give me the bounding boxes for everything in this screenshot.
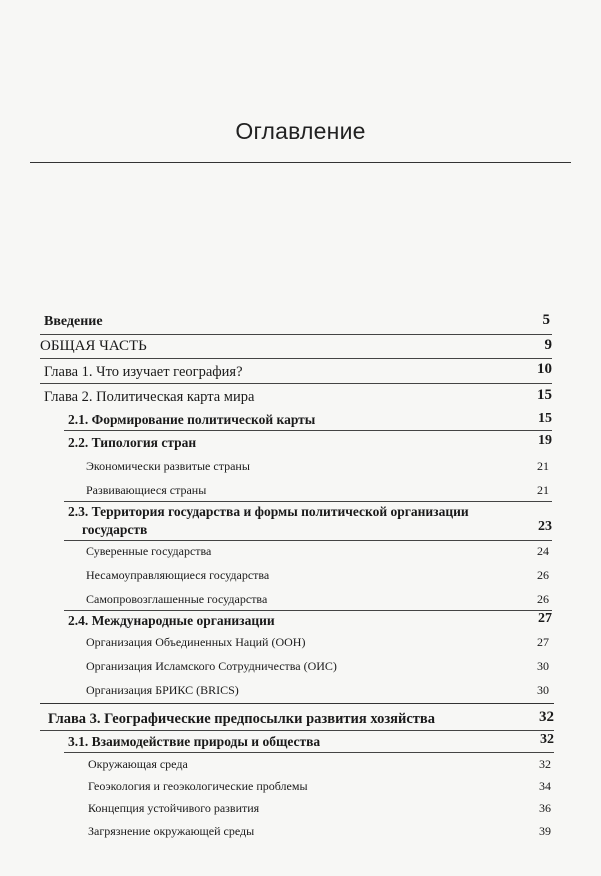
toc-entry-title: Глава 1. Что изучает география?: [44, 364, 243, 380]
toc-entry-title: Несамоуправляющиеся государства: [86, 568, 270, 582]
toc-entry-title: Введение: [44, 314, 103, 329]
toc-entry-page: 9: [544, 337, 552, 353]
toc-entry-sovereign-states[interactable]: [86, 542, 549, 560]
toc-entry-title: 2.3. Территория государства и формы политической организации: [68, 504, 469, 519]
toc-entry-page: 30: [537, 683, 549, 697]
toc-entry-pollution[interactable]: [88, 822, 551, 840]
toc-divider: [64, 501, 552, 502]
toc-entry-page: 5: [542, 312, 550, 328]
toc-entry-title: Геоэкология и геоэкологические проблемы: [88, 779, 308, 793]
toc-entry-environment[interactable]: [88, 755, 551, 773]
toc-entry-page: 15: [538, 411, 552, 426]
toc-entry-title: Самопровозглашенные государства: [86, 592, 268, 606]
toc-entry-title-continuation: государств: [82, 522, 148, 537]
toc-entry-page: 32: [540, 732, 554, 747]
page-title: Оглавление: [235, 118, 366, 144]
toc-entry-brics[interactable]: [86, 681, 549, 699]
toc-entry-page: 21: [537, 459, 549, 473]
toc-entry-page: 27: [538, 611, 552, 626]
toc-divider: [40, 703, 554, 704]
toc-divider: [40, 358, 552, 359]
toc-entry-page: 26: [537, 568, 549, 582]
toc-entry-page: 30: [537, 659, 549, 673]
toc-entry-chapter-2[interactable]: [44, 386, 552, 408]
toc-entry-2-4[interactable]: [68, 611, 552, 631]
toc-entry-2-1[interactable]: [68, 410, 552, 430]
toc-entry-title: Концепция устойчивого развития: [88, 801, 260, 815]
toc-entry-title: 2.1. Формирование политической карты: [68, 412, 316, 427]
toc-divider: [64, 430, 552, 431]
toc-entry-page: 21: [537, 483, 549, 497]
toc-entry-page: 34: [539, 779, 551, 793]
toc-entry-oic[interactable]: [86, 657, 549, 675]
toc-entry-title: Организация Исламского Сотрудничества (ОИС): [86, 659, 337, 673]
toc-entry-title: 2.2. Типология стран: [68, 435, 197, 450]
toc-divider: [40, 334, 552, 335]
toc-entry-title: Окружающая среда: [88, 757, 188, 771]
toc-entry-title: Глава 2. Политическая карта мира: [44, 389, 255, 405]
toc-divider: [64, 540, 552, 541]
toc-entry-page: 15: [537, 387, 552, 403]
toc-entry-page: 36: [539, 801, 551, 815]
toc-entry-2-2[interactable]: [68, 433, 552, 453]
toc-entry-2-3[interactable]: [68, 503, 552, 541]
toc-entry-chapter-1[interactable]: [44, 361, 552, 383]
toc-entry-developing-countries[interactable]: [86, 481, 549, 499]
toc-entry-title: Организация Объединенных Наций (ООН): [86, 635, 306, 649]
toc-entry-non-self-governing-states[interactable]: [86, 566, 549, 584]
toc-entry-title: 2.4. Международные организации: [68, 613, 275, 628]
toc-divider: [40, 730, 554, 731]
toc-entry-title: Суверенные государства: [86, 544, 212, 558]
toc-entry-introduction[interactable]: [44, 312, 550, 332]
toc-divider: [64, 752, 554, 753]
toc-entry-title: Загрязнение окружающей среды: [88, 824, 255, 838]
toc-entry-self-proclaimed-states[interactable]: [86, 590, 549, 608]
toc-entry-sustainable-development[interactable]: [88, 799, 551, 817]
toc-divider: [40, 383, 552, 384]
toc-entry-page: 32: [539, 757, 551, 771]
toc-entry-title: Развивающиеся страны: [86, 483, 207, 497]
toc-entry-geoecology[interactable]: [88, 777, 551, 795]
toc-entry-3-1[interactable]: [68, 732, 554, 752]
toc-entry-title: ОБЩАЯ ЧАСТЬ: [40, 338, 147, 354]
toc-entry-page: 27: [537, 635, 549, 649]
toc-entry-page: 24: [537, 544, 549, 558]
toc-entry-page: 32: [539, 709, 554, 725]
toc-entry-general-part[interactable]: [40, 336, 552, 358]
toc-entry-page: 19: [538, 433, 552, 448]
toc-entry-page: 26: [537, 592, 549, 606]
toc-entry-chapter-3[interactable]: [48, 708, 554, 730]
toc-entry-un[interactable]: [86, 633, 549, 651]
toc-entry-page: 39: [539, 824, 551, 838]
toc-entry-page: 23: [538, 519, 552, 534]
toc-entry-title: 3.1. Взаимодействие природы и общества: [68, 734, 321, 749]
toc-entry-title: Глава 3. Географические предпосылки развития хозяйства: [48, 711, 435, 727]
toc-entry-title: Экономически развитые страны: [86, 459, 250, 473]
toc-entry-developed-countries[interactable]: [86, 457, 549, 475]
toc-entry-title: Организация БРИКС (BRICS): [86, 683, 239, 697]
toc-entry-page: 10: [537, 361, 552, 377]
